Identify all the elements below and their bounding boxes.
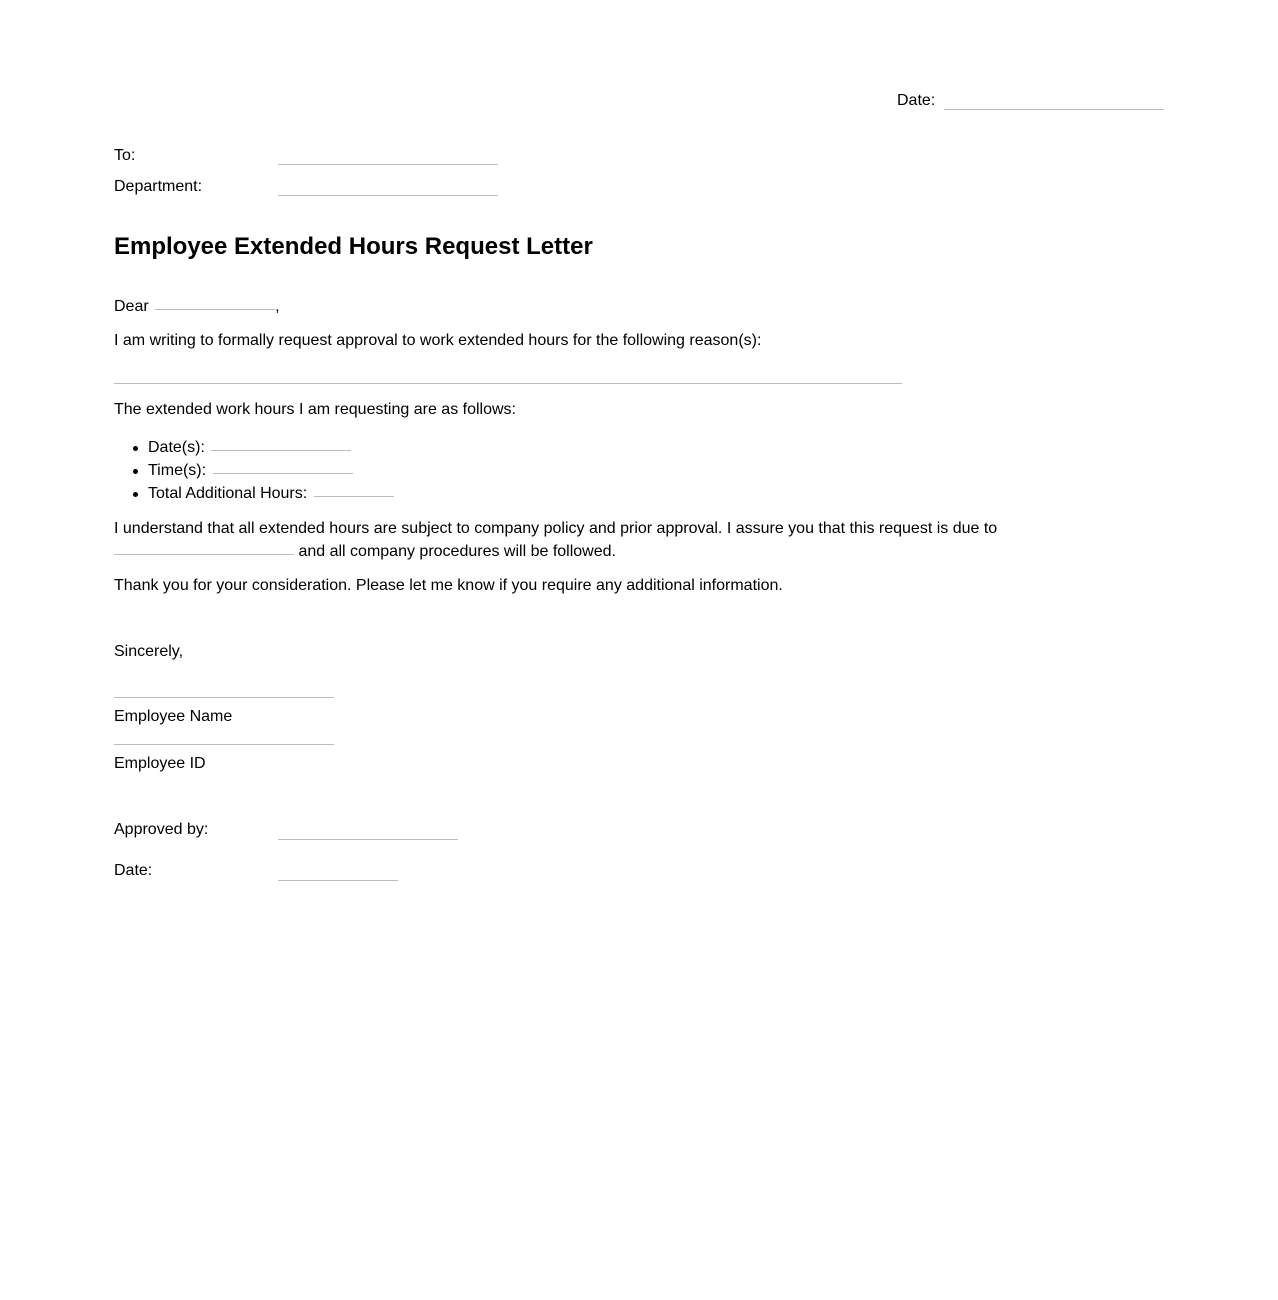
times-field[interactable]: [213, 473, 353, 474]
employee-name-label: Employee Name: [114, 708, 233, 725]
department-label: Department:: [114, 178, 203, 195]
approved-by-field[interactable]: [278, 839, 458, 840]
total-hours-label: Total Additional Hours:: [148, 485, 308, 502]
policy-line-2: and all company procedures will be followed.: [298, 543, 616, 560]
policy-line-2-wrapper: [114, 543, 616, 561]
salutation-comma: ,: [275, 298, 280, 315]
salutation: [114, 298, 280, 316]
list-item-times: [114, 462, 394, 485]
reason-field[interactable]: [114, 383, 902, 384]
employee-id-field[interactable]: [114, 744, 334, 745]
sign-off: Sincerely,: [114, 643, 184, 660]
to-field[interactable]: [278, 164, 498, 165]
intro-paragraph: I am writing to formally request approval to work extended hours for the following reason(s):: [114, 332, 762, 349]
thanks-paragraph: Thank you for your consideration. Please let me know if you require any additional information.: [114, 577, 783, 594]
dates-label: Date(s):: [148, 439, 205, 456]
times-label: Time(s):: [148, 462, 207, 479]
header-date-label: Date:: [897, 92, 936, 109]
list-item-total-hours: [114, 485, 394, 508]
hours-list: [114, 439, 394, 508]
reason-due-field[interactable]: [114, 554, 294, 555]
hours-intro-paragraph: The extended work hours I am requesting are as follows:: [114, 401, 516, 418]
employee-id-label: Employee ID: [114, 755, 206, 772]
policy-line-1: I understand that all extended hours are subject to company policy and prior approval. I assure you that this request is due to: [114, 520, 998, 537]
approved-by-label: Approved by:: [114, 821, 209, 838]
dates-field[interactable]: [211, 450, 351, 451]
recipient-name-field[interactable]: [155, 309, 275, 310]
total-hours-field[interactable]: [314, 496, 394, 497]
to-label: To:: [114, 147, 136, 164]
department-field[interactable]: [278, 195, 498, 196]
employee-name-field[interactable]: [114, 697, 334, 698]
approval-date-label: Date:: [114, 862, 153, 879]
header-date-field[interactable]: [944, 109, 1164, 110]
list-item-dates: [114, 439, 394, 462]
salutation-prefix: Dear: [114, 298, 149, 315]
page-title: Employee Extended Hours Request Letter: [114, 233, 593, 260]
approval-date-field[interactable]: [278, 880, 398, 881]
